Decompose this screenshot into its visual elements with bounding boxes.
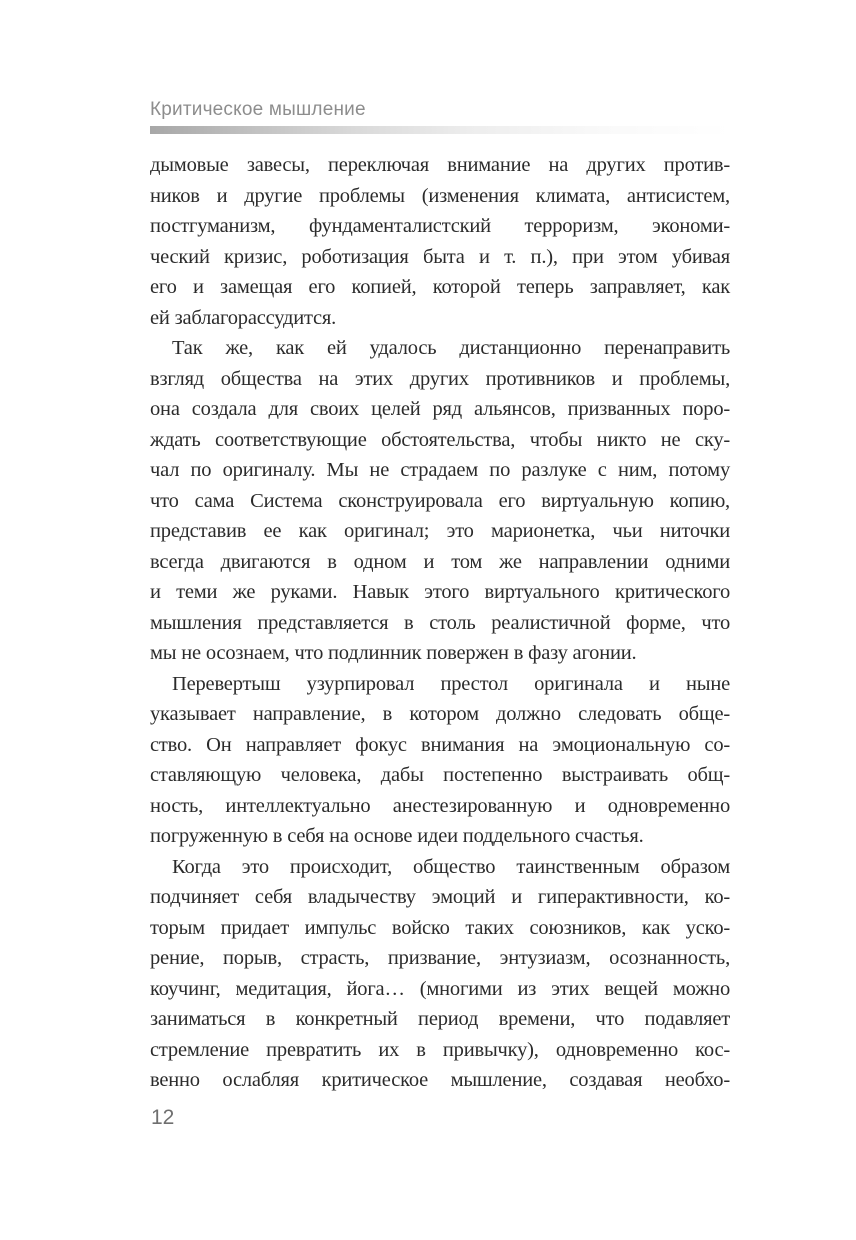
text-line: и теми же руками. Навык этого виртуального критического — [150, 581, 730, 603]
text-line: ников и другие проблемы (изменения климата, антисистем, — [150, 184, 730, 207]
page-number: 12 — [151, 1106, 175, 1129]
text-line: ческий кризис, роботизация быта и т. п.), при этом убивая — [150, 245, 730, 268]
text-line: ей заблагорассудится. — [150, 306, 337, 329]
text-line: дымовые завесы, переключая внимание на других против- — [150, 154, 730, 176]
text-line: венно ослабляя критическое мышление, создавая необхо- — [150, 1069, 730, 1091]
text-line: Так же, как ей удалось дистанционно перенаправить — [172, 337, 730, 359]
text-line: что сама Система сконструировала его виртуальную копию, — [150, 489, 730, 512]
text-line: всегда двигаются в одном и том же направлении одними — [150, 550, 730, 573]
text-line: ждать соответствующие обстоятельства, чтобы никто не ску- — [150, 428, 730, 451]
text-line: взгляд общества на этих других противников и проблемы, — [150, 367, 730, 390]
text-line: ставляющую человека, дабы постепенно выстраивать общ- — [150, 764, 730, 786]
text-line: рение, порыв, страсть, призвание, энтузиазм, осознанность, — [150, 947, 730, 969]
text-line: его и замещая его копией, которой теперь заправляет, как — [150, 276, 730, 298]
text-line: подчиняет себя владычеству эмоций и гиперактивности, ко- — [150, 886, 730, 908]
text-line: коучинг, медитация, йога… (многими из этих вещей можно — [150, 977, 730, 1000]
text-line: Когда это происходит, общество таинственным образом — [172, 855, 730, 878]
text-block — [150, 150, 730, 1096]
text-line: стремление превратить их в привычку), одновременно кос- — [150, 1038, 730, 1061]
text-line: мышления представляется в столь реалистичной форме, что — [150, 611, 730, 634]
text-line: представив ее как оригинал; это марионетка, чьи ниточки — [150, 520, 730, 542]
text-line: мы не осознаем, что подлинник повержен в фазу агонии. — [150, 642, 637, 664]
text-line: заниматься в конкретный период времени, что подавляет — [150, 1008, 730, 1030]
text-line: указывает направление, в котором должно следовать обще- — [150, 703, 730, 725]
text-line: чал по оригиналу. Мы не страдаем по разлуке с ним, потому — [150, 459, 730, 481]
text-line: ство. Он направляет фокус внимания на эмоциональную со- — [150, 733, 730, 756]
text-line: погруженную в себя на основе идеи поддельного счастья. — [150, 825, 644, 847]
header-rule-gradient — [150, 126, 730, 134]
text-line: ность, интеллектуально анестезированную и одновременно — [150, 794, 730, 817]
text-line: Перевертыш узурпировал престол оригинала и ныне — [172, 672, 730, 695]
text-line: она создала для своих целей ряд альянсов, призванных поро- — [150, 398, 730, 420]
text-line: торым придает импульс войско таких союзников, как уско- — [150, 916, 730, 939]
running-header: Критическое мышление — [150, 99, 366, 120]
text-line: постгуманизм, фундаменталистский терроризм, экономи- — [150, 215, 730, 237]
